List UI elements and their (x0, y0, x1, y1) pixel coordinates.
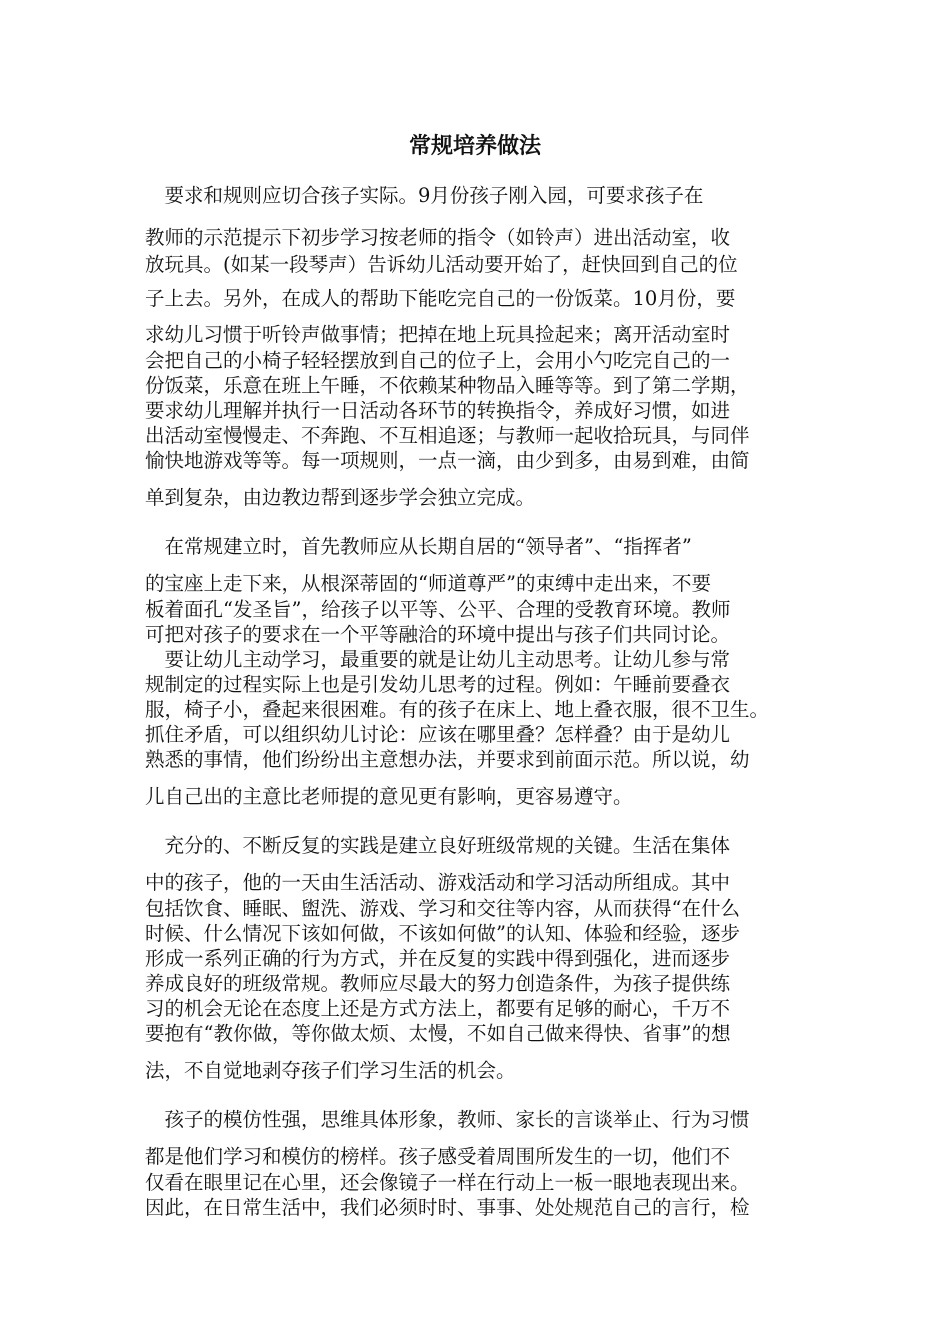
text-line: 都是他们学习和模仿的榜样。孩子感受着周围所发生的一切，他们不 (145, 1145, 731, 1168)
text-line: 仅看在眼里记在心里，还会像镜子一样在行动上一板一眼地表现出来。 (145, 1171, 750, 1194)
text-line: 出活动室慢慢走、不奔跑、不互相追逐；与教师一起收拾玩具，与同伴 (145, 424, 750, 447)
text-line: 服，椅子小，叠起来很困难。有的孩子在床上、地上叠衣服，很不卫生。 (145, 698, 770, 721)
text-line: 份饭菜，乐意在班上午睡，不依赖某种物品入睡等等。到了第二学期， (145, 374, 750, 397)
document-title: 常规培养做法 (408, 134, 541, 159)
text-line: 形成一系列正确的行为方式，并在反复的实践中得到强化，进而逐步 (145, 947, 731, 970)
text-line: 放玩具。(如某一段琴声）告诉幼儿活动要开始了，赶快回到自己的位 (145, 253, 738, 276)
text-line: 熟悉的事情，他们纷纷出主意想办法，并要求到前面示范。所以说，幼 (145, 748, 750, 771)
text-line: 要让幼儿主动学习，最重要的就是让幼儿主动思考。让幼儿参与常 (145, 648, 731, 671)
text-line: 包括饮食、睡眠、盥洗、游戏、学习和交往等内容，从而获得“在什么 (145, 897, 740, 920)
text-line: 中的孩子，他的一天由生活活动、游戏活动和学习活动所组成。其中 (145, 871, 731, 894)
text-line: 法，不自觉地剥夺孩子们学习生活的机会。 (145, 1059, 516, 1082)
text-line: 孩子的模仿性强，思维具体形象，教师、家长的言谈举止、行为习惯 (145, 1108, 750, 1131)
text-line: 愉快地游戏等等。每一项规则，一点一滴，由少到多，由易到难，由简 (145, 449, 750, 472)
text-line: 因此，在日常生活中，我们必须时时、事事、处处规范自己的言行，检 (145, 1196, 750, 1219)
text-line: 在常规建立时，首先教师应从长期自居的“领导者”、“指挥者” (145, 535, 692, 558)
text-line: 的宝座上走下来，从根深蒂固的“师道尊严”的束缚中走出来，不要 (145, 572, 711, 595)
text-line: 规制定的过程实际上也是引发幼儿思考的过程。例如：午睡前要叠衣 (145, 673, 731, 696)
text-line: 要求和规则应切合孩子实际。9月份孩子刚入园，可要求孩子在 (145, 184, 704, 207)
text-line: 要求幼儿理解并执行一日活动各环节的转换指令，养成好习惯，如进 (145, 399, 731, 422)
text-line: 教师的示范提示下初步学习按老师的指令（如铃声）进出活动室，收 (145, 226, 731, 249)
text-line: 可把对孩子的要求在一个平等融洽的环境中提出与孩子们共同讨论。 (145, 623, 731, 646)
text-line: 单到复杂，由边教边帮到逐步学会独立完成。 (145, 486, 536, 509)
text-line: 习的机会无论在态度上还是方式方法上，都要有足够的耐心，千万不 (145, 997, 731, 1020)
text-line: 子上去。另外，在成人的帮助下能吃完自己的一份饭菜。10月份，要 (145, 287, 736, 310)
text-line: 儿自己出的主意比老师提的意见更有影响，更容易遵守。 (145, 785, 633, 808)
text-line: 要抱有“教你做，等你做太烦、太慢，不如自己做来得快、省事”的想 (145, 1022, 731, 1045)
text-line: 充分的、不断反复的实践是建立良好班级常规的关键。生活在集体 (145, 834, 731, 857)
text-line: 时候、什么情况下该如何做，不该如何做”的认知、体验和经验，逐步 (145, 922, 740, 945)
text-line: 养成良好的班级常规。教师应尽最大的努力创造条件，为孩子提供练 (145, 972, 731, 995)
text-line: 求幼儿习惯于听铃声做事情；把掉在地上玩具捡起来；离开活动室时 (145, 323, 731, 346)
text-line: 板着面孔“发圣旨”，给孩子以平等、公平、合理的受教育环境。教师 (145, 598, 731, 621)
text-line: 抓住矛盾，可以组织幼儿讨论：应该在哪里叠？怎样叠？由于是幼儿 (145, 723, 731, 746)
text-line: 会把自己的小椅子轻轻摆放到自己的位子上，会用小勺吃完自己的一 (145, 349, 731, 372)
